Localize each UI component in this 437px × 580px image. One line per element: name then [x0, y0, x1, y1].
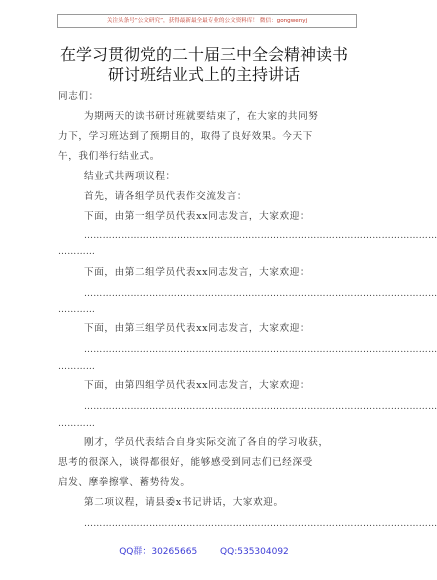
greeting: 同志们：: [58, 91, 99, 102]
dotted-placeholder: …………: [58, 305, 96, 315]
group-2-line: 下面，由第二组学员代表xx同志发言，大家欢迎：: [84, 267, 311, 278]
summary-line: 刚才，学员代表结合自身实际交流了各自的学习收获，: [84, 437, 329, 448]
group-4-line: 下面，由第四组学员代表xx同志发言，大家欢迎：: [84, 380, 311, 391]
dotted-placeholder: …………: [58, 419, 96, 429]
summary-line: 思考的很深入，谈得都很好，能够感受到同志们已经深受: [58, 457, 313, 468]
group-3-line: 下面，由第三组学员代表xx同志发言，大家欢迎：: [84, 323, 311, 334]
paragraph-line: 为期两天的读书研讨班就要结束了，在大家的共同努: [84, 111, 319, 122]
dotted-placeholder: ……………………………………………………………………………………………………: [84, 345, 437, 355]
dotted-placeholder: ……………………………………………………………………………………………………: [84, 519, 437, 529]
paragraph-line: 力下，学习班达到了预期目的，取得了良好效果。今天下: [58, 131, 313, 142]
dotted-placeholder: ……………………………………………………………………………………………………: [84, 402, 437, 412]
second-item-line: 第二项议程，请县委x书记讲话，大家欢迎。: [84, 497, 284, 508]
footer-qq-group: QQ群：30265665: [119, 547, 198, 557]
footer-qq: QQ:535304092: [220, 547, 289, 557]
group-1-line: 下面，由第一组学员代表xx同志发言，大家欢迎：: [84, 211, 311, 222]
dotted-placeholder: …………: [58, 247, 96, 257]
document-title-line-1: 在学习贯彻党的二十届三中全会精神读书: [59, 45, 348, 64]
summary-line: 启发、摩拳擦掌、蓄势待发。: [58, 477, 191, 488]
promo-banner: 关注头条号“公文研究”，获得最新最全最专业的公文资料库！ 微信：gongwenyj: [57, 14, 357, 28]
paragraph-line: 午，我们举行结业式。: [58, 151, 160, 162]
dotted-placeholder: …………: [58, 362, 96, 372]
document-title-line-2: 研讨班结业式上的主持讲话: [107, 65, 300, 84]
agenda-line: 结业式共两项议程：: [84, 171, 176, 182]
dotted-placeholder: ……………………………………………………………………………………………………: [84, 231, 437, 241]
dotted-placeholder: ……………………………………………………………………………………………………: [84, 289, 437, 299]
first-item-line: 首先，请各组学员代表作交流发言：: [84, 191, 248, 202]
footer-contacts: [0, 544, 408, 557]
